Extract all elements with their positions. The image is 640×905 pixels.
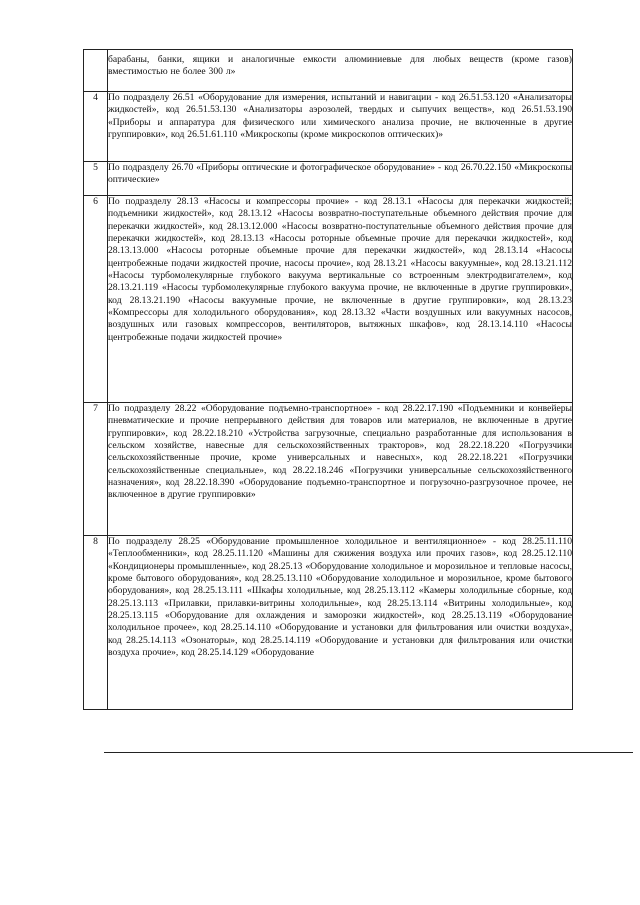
row-text: барабаны, банки, ящики и аналогичные емкости алюминиевые для любых веществ (кроме газов) вместимостью не более 300 л» (108, 50, 573, 92)
table-row (84, 536, 573, 710)
table-row (84, 50, 573, 92)
row-number: 6 (84, 196, 108, 403)
row-text: По подразделу 26.51 «Оборудование для измерения, испытаний и навигации - код 26.51.53.120 «Анализаторы жидкостей», код 26.51.53.130 «Анализаторы аэрозолей, твердых и сыпучих веществ», код 26.51.53.190 «Приборы и аппаратура для физического или химического анализа прочие, не включенные в другие группировки», код 26.51.61.110 «Микроскопы (кроме микроскопов оптических)» (108, 92, 573, 162)
table-row (84, 92, 573, 162)
row-text: По подразделу 28.22 «Оборудование подъемно-транспортное» - код 28.22.17.190 «Подъемники и конвейеры пневматические и прочие непрерывного действия для товаров или материалов, не включенные в другие группировки», код 28.22.18.210 «Устройства загрузочные, специально разработанные для использования в сельском хозяйстве, навесные для сельскохозяйственных тракторов», код 28.22.18.220 «Погрузчики сельскохозяйственные прочие, кроме универсальных и навесных», код 28.22.18.221 «Погрузчики сельскохозяйственные специальные», код 28.22.18.246 «Погрузчики универсальные сельскохозяйственного назначения», код 28.22.18.390 «Оборудование подъемно-транспортное и погрузочно-разгрузочное прочее, не включенное в другие группировки» (108, 403, 573, 536)
table-row (84, 196, 573, 403)
row-text: По подразделу 26.70 «Приборы оптические и фотографическое оборудование» - код 26.70.22.150 «Микроскопы оптические» (108, 162, 573, 196)
row-number: 5 (84, 162, 108, 196)
row-text: По подразделу 28.13 «Насосы и компрессоры прочие» - код 28.13.1 «Насосы для перекачки жидкостей; подъемники жидкостей», код 28.13.12 «Насосы возвратно-поступательные объемного действия прочие для перекачки жидкостей», код 28.13.12.000 «Насосы возвратно-поступательные объемного действия прочие для перекачки жидкостей», код 28.13.13 «Насосы роторные объемные прочие для перекачки жидкостей», код 28.13.13.000 «Насосы роторные объемные прочие для перекачки жидкостей», код 28.13.14 «Насосы центробежные подачи жидкостей прочие, насосы прочие», код 28.13.21 «Насосы вакуумные», код 28.13.21.112 «Насосы турбомолекулярные глубокого вакуума вертикальные со встроенным электродвигателем», код 28.13.21.119 «Насосы турбомолекулярные глубокого вакуума прочие, не включенные в другие группировки», код 28.13.21.190 «Насосы вакуумные прочие, не включенные в другие группировки», код 28.13.23 «Компрессоры для холодильного оборудования», код 28.13.32 «Части воздушных или вакуумных насосов, воздушных или газовых компрессоров, вентиляторов, вытяжных шкафов», код 28.13.14.110 «Насосы центробежные подачи жидкостей прочие» (108, 196, 573, 403)
row-number: 4 (84, 92, 108, 162)
row-number: 8 (84, 536, 108, 710)
page-bottom-rule (104, 752, 633, 753)
row-number (84, 50, 108, 92)
table-row (84, 162, 573, 196)
row-text: По подразделу 28.25 «Оборудование промышленное холодильное и вентиляционное» - код 28.25.11.110 «Теплообменники», код 28.25.11.120 «Машины для сжижения воздуха или прочих газов», код 28.25.12.110 «Кондиционеры промышленные», код 28.25.13 «Оборудование холодильное и морозильное и тепловые насосы, кроме бытового оборудования», код 28.25.13.110 «Оборудование холодильное и морозильное, кроме бытового оборудования», код 28.25.13.111 «Шкафы холодильные, код 28.25.13.112 «Камеры холодильные сборные, код 28.25.13.113 «Прилавки, прилавки-витрины холодильные», код 28.25.13.114 «Витрины холодильные», код 28.25.13.115 «Оборудование для охлаждения и заморозки жидкостей», код 28.25.13.119 «Оборудование холодильное прочее», код 28.25.14.110 «Оборудование и установки для фильтрования или очистки воздуха», код 28.25.14.113 «Озонаторы», код 28.25.14.119 «Оборудование и установки для фильтрования или очистки воздуха прочие», код 28.25.14.129 «Оборудование (108, 536, 573, 710)
table-row (84, 403, 573, 536)
row-number: 7 (84, 403, 108, 536)
okpd-codes-table (83, 49, 573, 710)
